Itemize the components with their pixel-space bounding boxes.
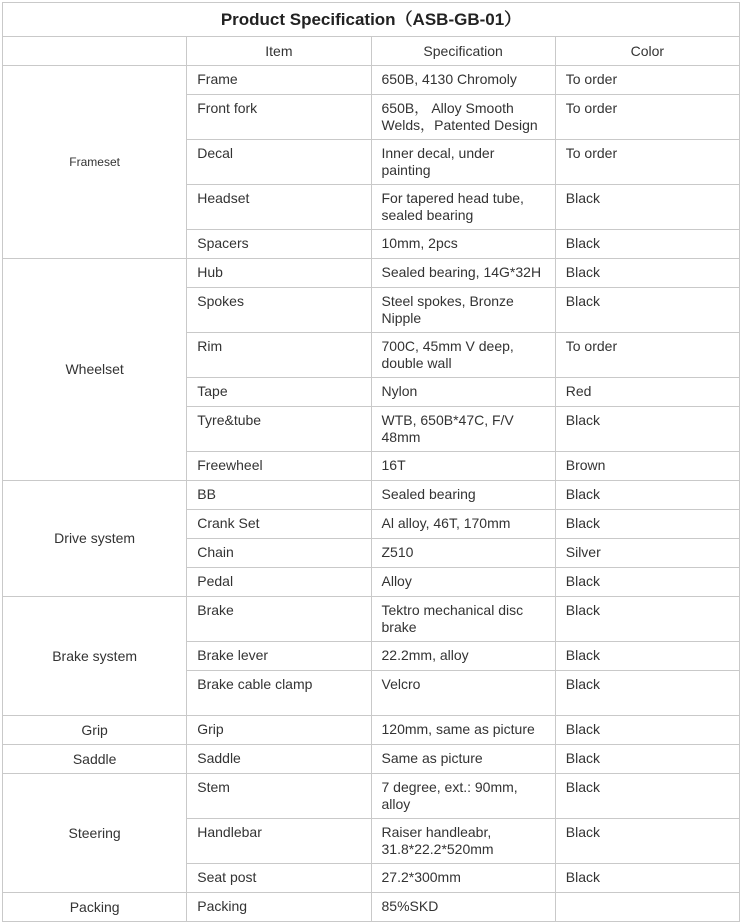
color-cell: Black	[555, 568, 739, 597]
group-frameset: Frameset	[3, 66, 187, 259]
header-row	[3, 37, 740, 66]
spec-cell: 85%SKD	[371, 893, 555, 922]
spec-cell: Alloy	[371, 568, 555, 597]
color-cell: Black	[555, 510, 739, 539]
group-wheelset: Wheelset	[3, 259, 187, 481]
table-row	[3, 481, 740, 510]
color-cell: Black	[555, 597, 739, 642]
color-cell: Black	[555, 230, 739, 259]
item-cell: Rim	[187, 333, 371, 378]
table-row	[3, 597, 740, 642]
color-cell: Black	[555, 774, 739, 819]
group-drive-system: Drive system	[3, 481, 187, 597]
item-cell: Brake cable clamp	[187, 671, 371, 716]
item-cell: Decal	[187, 140, 371, 185]
item-cell: Spokes	[187, 288, 371, 333]
item-cell: Stem	[187, 774, 371, 819]
color-cell: Brown	[555, 452, 739, 481]
group-steering: Steering	[3, 774, 187, 893]
item-cell: Tape	[187, 378, 371, 407]
item-cell: Grip	[187, 716, 371, 745]
spec-cell: 7 degree, ext.: 90mm, alloy	[371, 774, 555, 819]
color-cell: To order	[555, 333, 739, 378]
spec-cell: Velcro	[371, 671, 555, 716]
spec-cell: 650B， Alloy Smooth Welds，Patented Design	[371, 95, 555, 140]
spec-cell: 27.2*300mm	[371, 864, 555, 893]
spec-cell: Nylon	[371, 378, 555, 407]
color-cell: Black	[555, 642, 739, 671]
color-cell: Red	[555, 378, 739, 407]
item-cell: Headset	[187, 185, 371, 230]
spec-cell: 22.2mm, alloy	[371, 642, 555, 671]
item-cell: Hub	[187, 259, 371, 288]
item-cell: Packing	[187, 893, 371, 922]
spec-cell: For tapered head tube, sealed bearing	[371, 185, 555, 230]
header-specification: Specification	[371, 37, 555, 66]
item-cell: Brake lever	[187, 642, 371, 671]
table-row	[3, 66, 740, 95]
spec-cell: WTB, 650B*47C, F/V 48mm	[371, 407, 555, 452]
color-cell: Black	[555, 671, 739, 716]
item-cell: Front fork	[187, 95, 371, 140]
spec-cell: 16T	[371, 452, 555, 481]
spec-cell: 10mm, 2pcs	[371, 230, 555, 259]
color-cell: Black	[555, 819, 739, 864]
title-row	[3, 3, 740, 37]
spec-cell: Steel spokes, Bronze Nipple	[371, 288, 555, 333]
item-cell: Chain	[187, 539, 371, 568]
group-brake-system: Brake system	[3, 597, 187, 716]
group-saddle: Saddle	[3, 745, 187, 774]
color-cell: To order	[555, 140, 739, 185]
table-row	[3, 716, 740, 745]
table-title: Product Specification（ASB-GB-01）	[3, 3, 740, 37]
spec-cell: Z510	[371, 539, 555, 568]
color-cell: Black	[555, 745, 739, 774]
table-row	[3, 745, 740, 774]
color-cell: Black	[555, 864, 739, 893]
color-cell: Black	[555, 185, 739, 230]
item-cell: Pedal	[187, 568, 371, 597]
item-cell: Handlebar	[187, 819, 371, 864]
spec-cell: Same as picture	[371, 745, 555, 774]
item-cell: Crank Set	[187, 510, 371, 539]
item-cell: Saddle	[187, 745, 371, 774]
spec-table	[2, 2, 740, 922]
header-group-cell	[3, 37, 187, 66]
table-row	[3, 259, 740, 288]
spec-cell: Raiser handleabr, 31.8*22.2*520mm	[371, 819, 555, 864]
item-cell: Freewheel	[187, 452, 371, 481]
item-cell: Spacers	[187, 230, 371, 259]
table-row	[3, 893, 740, 922]
spec-cell: Inner decal, under painting	[371, 140, 555, 185]
spec-cell: 700C, 45mm V deep, double wall	[371, 333, 555, 378]
spec-cell: 650B, 4130 Chromoly	[371, 66, 555, 95]
item-cell: BB	[187, 481, 371, 510]
color-cell: To order	[555, 95, 739, 140]
header-item: Item	[187, 37, 371, 66]
color-cell: Black	[555, 407, 739, 452]
group-grip: Grip	[3, 716, 187, 745]
item-cell: Seat post	[187, 864, 371, 893]
spec-cell: 120mm, same as picture	[371, 716, 555, 745]
table-row	[3, 774, 740, 819]
item-cell: Frame	[187, 66, 371, 95]
color-cell: Black	[555, 716, 739, 745]
spec-cell: Sealed bearing	[371, 481, 555, 510]
spec-cell: Al alloy, 46T, 170mm	[371, 510, 555, 539]
color-cell: Silver	[555, 539, 739, 568]
spec-cell: Tektro mechanical disc brake	[371, 597, 555, 642]
item-cell: Tyre&tube	[187, 407, 371, 452]
spec-cell: Sealed bearing, 14G*32H	[371, 259, 555, 288]
header-color: Color	[555, 37, 739, 66]
color-cell: Black	[555, 259, 739, 288]
color-cell	[555, 893, 739, 922]
item-cell: Brake	[187, 597, 371, 642]
color-cell: To order	[555, 66, 739, 95]
color-cell: Black	[555, 288, 739, 333]
color-cell: Black	[555, 481, 739, 510]
group-packing: Packing	[3, 893, 187, 922]
